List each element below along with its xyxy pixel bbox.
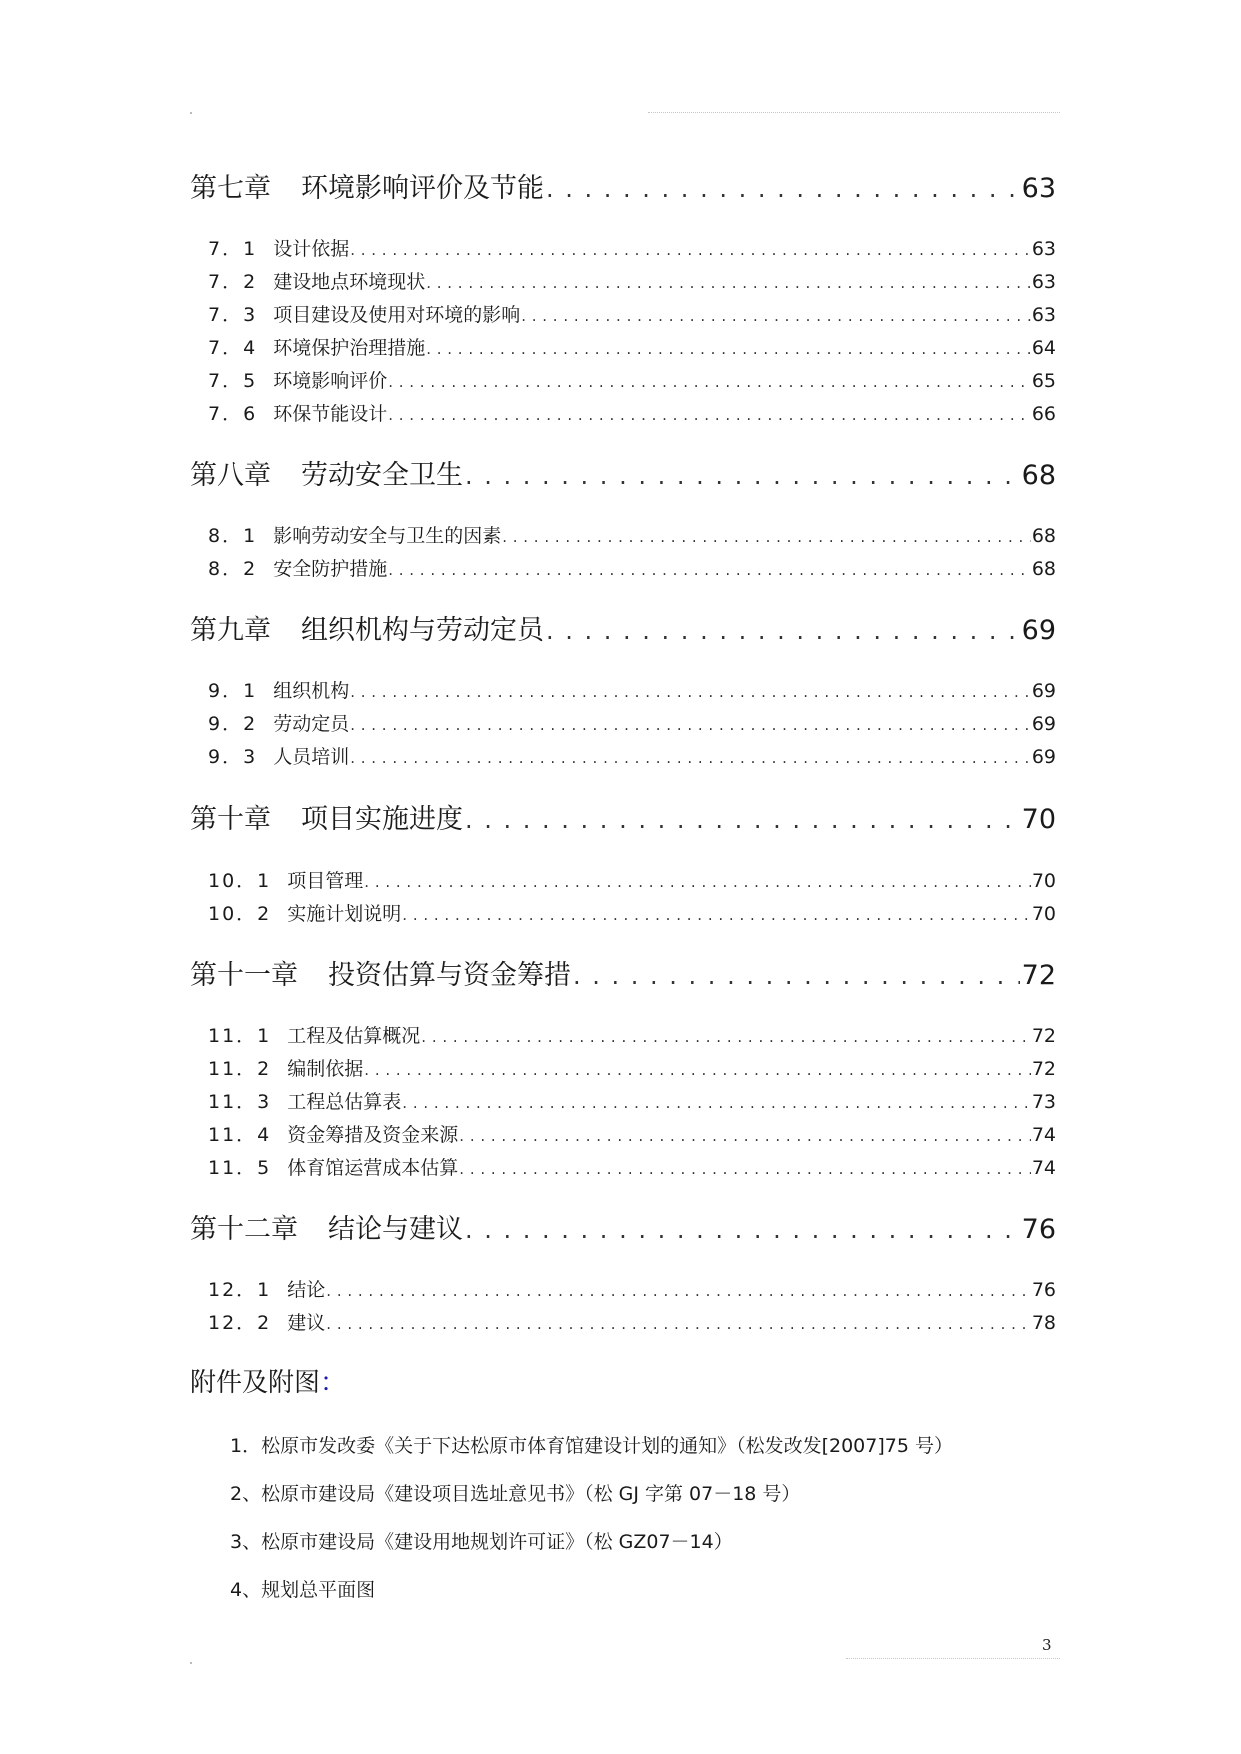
entry-title: 组织机构 — [273, 680, 350, 702]
entry-title: 体育馆运营成本估算 — [287, 1157, 459, 1179]
appendix-title-text: 附件及附图 — [190, 1368, 321, 1398]
dot-leader — [350, 683, 1031, 701]
toc-section-row — [190, 1153, 1056, 1181]
page-ref: 64 — [1031, 337, 1056, 359]
dot-leader — [465, 806, 1020, 834]
entry-title: 工程总估算表 — [287, 1091, 402, 1113]
toc-section-row — [190, 234, 1056, 262]
page-ref: 70 — [1021, 804, 1056, 835]
appendix-title-colon: ： — [320, 1368, 347, 1398]
toc-section-row — [190, 676, 1056, 704]
section-number: 11．2 — [208, 1058, 272, 1080]
dot-leader — [502, 528, 1031, 546]
footer-corner-mark — [190, 1662, 192, 1664]
entry-title: 环境影响评价及节能 — [301, 173, 544, 204]
entry-title: 结论 — [287, 1279, 326, 1301]
dot-leader — [521, 307, 1031, 325]
section-number: 10．1 — [208, 870, 272, 892]
dot-leader — [421, 1028, 1031, 1046]
toc-chapter-row — [190, 453, 1056, 493]
page-ref: 66 — [1031, 403, 1056, 425]
section-number: 7．1 — [208, 238, 258, 260]
toc-section-row — [190, 1120, 1056, 1148]
entry-title: 影响劳动安全与卫生的因素 — [273, 525, 502, 547]
toc-section-row — [190, 333, 1056, 361]
appendix-item: 1．松原市发改委《关于下达松原市体育馆建设计划的通知》（松发改发[2007]75 号） — [230, 1435, 953, 1457]
entry-title: 组织机构与劳动定员 — [301, 615, 544, 646]
page-ref: 78 — [1031, 1312, 1056, 1334]
entry-title: 项目建设及使用对环境的影响 — [273, 304, 521, 326]
dot-leader — [388, 406, 1031, 424]
page-ref: 72 — [1031, 1025, 1056, 1047]
chapter-number: 第九章 — [190, 615, 271, 646]
dot-leader — [388, 561, 1031, 579]
page-ref: 72 — [1021, 960, 1056, 991]
page-ref: 68 — [1031, 558, 1056, 580]
section-number: 11．1 — [208, 1025, 272, 1047]
dot-leader — [402, 906, 1031, 924]
dot-leader — [465, 1216, 1020, 1244]
dot-leader — [326, 1282, 1031, 1300]
entry-title: 安全防护措施 — [273, 558, 388, 580]
section-number: 9．2 — [208, 713, 258, 735]
page-ref: 76 — [1031, 1279, 1056, 1301]
dot-leader — [573, 962, 1020, 990]
toc-chapter-row — [190, 1207, 1056, 1247]
toc-section-row — [190, 899, 1056, 927]
page-ref: 68 — [1021, 460, 1056, 491]
entry-title: 环境保护治理措施 — [273, 337, 426, 359]
dot-leader — [364, 873, 1031, 891]
dot-leader — [350, 241, 1031, 259]
toc-section-row — [190, 521, 1056, 549]
page-ref: 65 — [1031, 370, 1056, 392]
toc-section-row — [190, 300, 1056, 328]
entry-title: 编制依据 — [287, 1058, 364, 1080]
dot-leader — [426, 340, 1031, 358]
footer-rule — [846, 1658, 1060, 1659]
dot-leader — [546, 617, 1020, 645]
section-number: 12．2 — [208, 1312, 272, 1334]
dot-leader — [426, 274, 1031, 292]
entry-title: 工程及估算概况 — [287, 1025, 421, 1047]
toc-chapter-row — [190, 953, 1056, 993]
dot-leader — [388, 373, 1031, 391]
dot-leader — [546, 175, 1020, 203]
appendix-item: 2、松原市建设局《建设项目选址意见书》（松 GJ 字第 07－18 号） — [230, 1483, 801, 1505]
page-number: 3 — [1042, 1636, 1052, 1654]
entry-title: 项目实施进度 — [301, 804, 463, 835]
section-number: 12．1 — [208, 1279, 272, 1301]
toc-chapter-row — [190, 166, 1056, 206]
page-ref: 69 — [1031, 746, 1056, 768]
page-ref: 63 — [1031, 238, 1056, 260]
chapter-number: 第十二章 — [190, 1214, 298, 1245]
header-corner-mark — [190, 112, 192, 114]
toc-chapter-row — [190, 608, 1056, 648]
entry-title: 建议 — [287, 1312, 326, 1334]
chapter-number: 第八章 — [190, 460, 271, 491]
toc-section-row — [190, 866, 1056, 894]
section-number: 8．2 — [208, 558, 258, 580]
toc-section-row — [190, 1087, 1056, 1115]
chapter-number: 第十一章 — [190, 960, 298, 991]
appendix-item: 3、松原市建设局《建设用地规划许可证》（松 GZ07－14） — [230, 1531, 733, 1553]
section-number: 7．5 — [208, 370, 258, 392]
page-ref: 74 — [1031, 1157, 1056, 1179]
page-ref: 68 — [1031, 525, 1056, 547]
entry-title: 建设地点环境现状 — [273, 271, 426, 293]
toc-chapter-row — [190, 797, 1056, 837]
dot-leader — [459, 1160, 1031, 1178]
dot-leader — [459, 1127, 1031, 1145]
section-number: 9．1 — [208, 680, 258, 702]
toc-section-row — [190, 554, 1056, 582]
section-number: 10．2 — [208, 903, 272, 925]
toc-section-row — [190, 1308, 1056, 1336]
toc-section-row — [190, 267, 1056, 295]
section-number: 7．6 — [208, 403, 258, 425]
dot-leader — [326, 1315, 1031, 1333]
chapter-number: 第七章 — [190, 173, 271, 204]
page-ref: 74 — [1031, 1124, 1056, 1146]
dot-leader — [364, 1061, 1031, 1079]
dot-leader — [465, 462, 1020, 490]
dot-leader — [402, 1094, 1031, 1112]
section-number: 7．2 — [208, 271, 258, 293]
toc-section-row — [190, 709, 1056, 737]
toc-section-row — [190, 1275, 1056, 1303]
toc-section-row — [190, 742, 1056, 770]
section-number: 11．5 — [208, 1157, 272, 1179]
toc-section-row — [190, 1054, 1056, 1082]
appendix-item: 4、规划总平面图 — [230, 1579, 376, 1601]
entry-title: 结论与建议 — [328, 1214, 463, 1245]
page-ref: 70 — [1031, 870, 1056, 892]
entry-title: 资金筹措及资金来源 — [287, 1124, 459, 1146]
section-number: 11．3 — [208, 1091, 272, 1113]
entry-title: 项目管理 — [287, 870, 364, 892]
page-ref: 70 — [1031, 903, 1056, 925]
page-ref: 63 — [1021, 173, 1056, 204]
entry-title: 环境影响评价 — [273, 370, 388, 392]
section-number: 8．1 — [208, 525, 258, 547]
entry-title: 劳动安全卫生 — [301, 460, 463, 491]
toc-section-row — [190, 366, 1056, 394]
header-rule — [648, 112, 1060, 113]
toc-section-row — [190, 399, 1056, 427]
dot-leader — [350, 716, 1031, 734]
entry-title: 劳动定员 — [273, 713, 350, 735]
section-number: 9．3 — [208, 746, 258, 768]
page-ref: 73 — [1031, 1091, 1056, 1113]
page-ref: 69 — [1021, 615, 1056, 646]
chapter-number: 第十章 — [190, 804, 271, 835]
page-ref: 76 — [1021, 1214, 1056, 1245]
appendix-title — [190, 1362, 346, 1399]
page-ref: 72 — [1031, 1058, 1056, 1080]
section-number: 7．4 — [208, 337, 258, 359]
toc-section-row — [190, 1021, 1056, 1049]
entry-title: 实施计划说明 — [287, 903, 402, 925]
page-ref: 69 — [1031, 680, 1056, 702]
entry-title: 投资估算与资金筹措 — [328, 960, 571, 991]
section-number: 11．4 — [208, 1124, 272, 1146]
dot-leader — [350, 749, 1031, 767]
entry-title: 设计依据 — [273, 238, 350, 260]
entry-title: 环保节能设计 — [273, 403, 388, 425]
page-ref: 63 — [1031, 271, 1056, 293]
page-ref: 69 — [1031, 713, 1056, 735]
page-ref: 63 — [1031, 304, 1056, 326]
section-number: 7．3 — [208, 304, 258, 326]
entry-title: 人员培训 — [273, 746, 350, 768]
